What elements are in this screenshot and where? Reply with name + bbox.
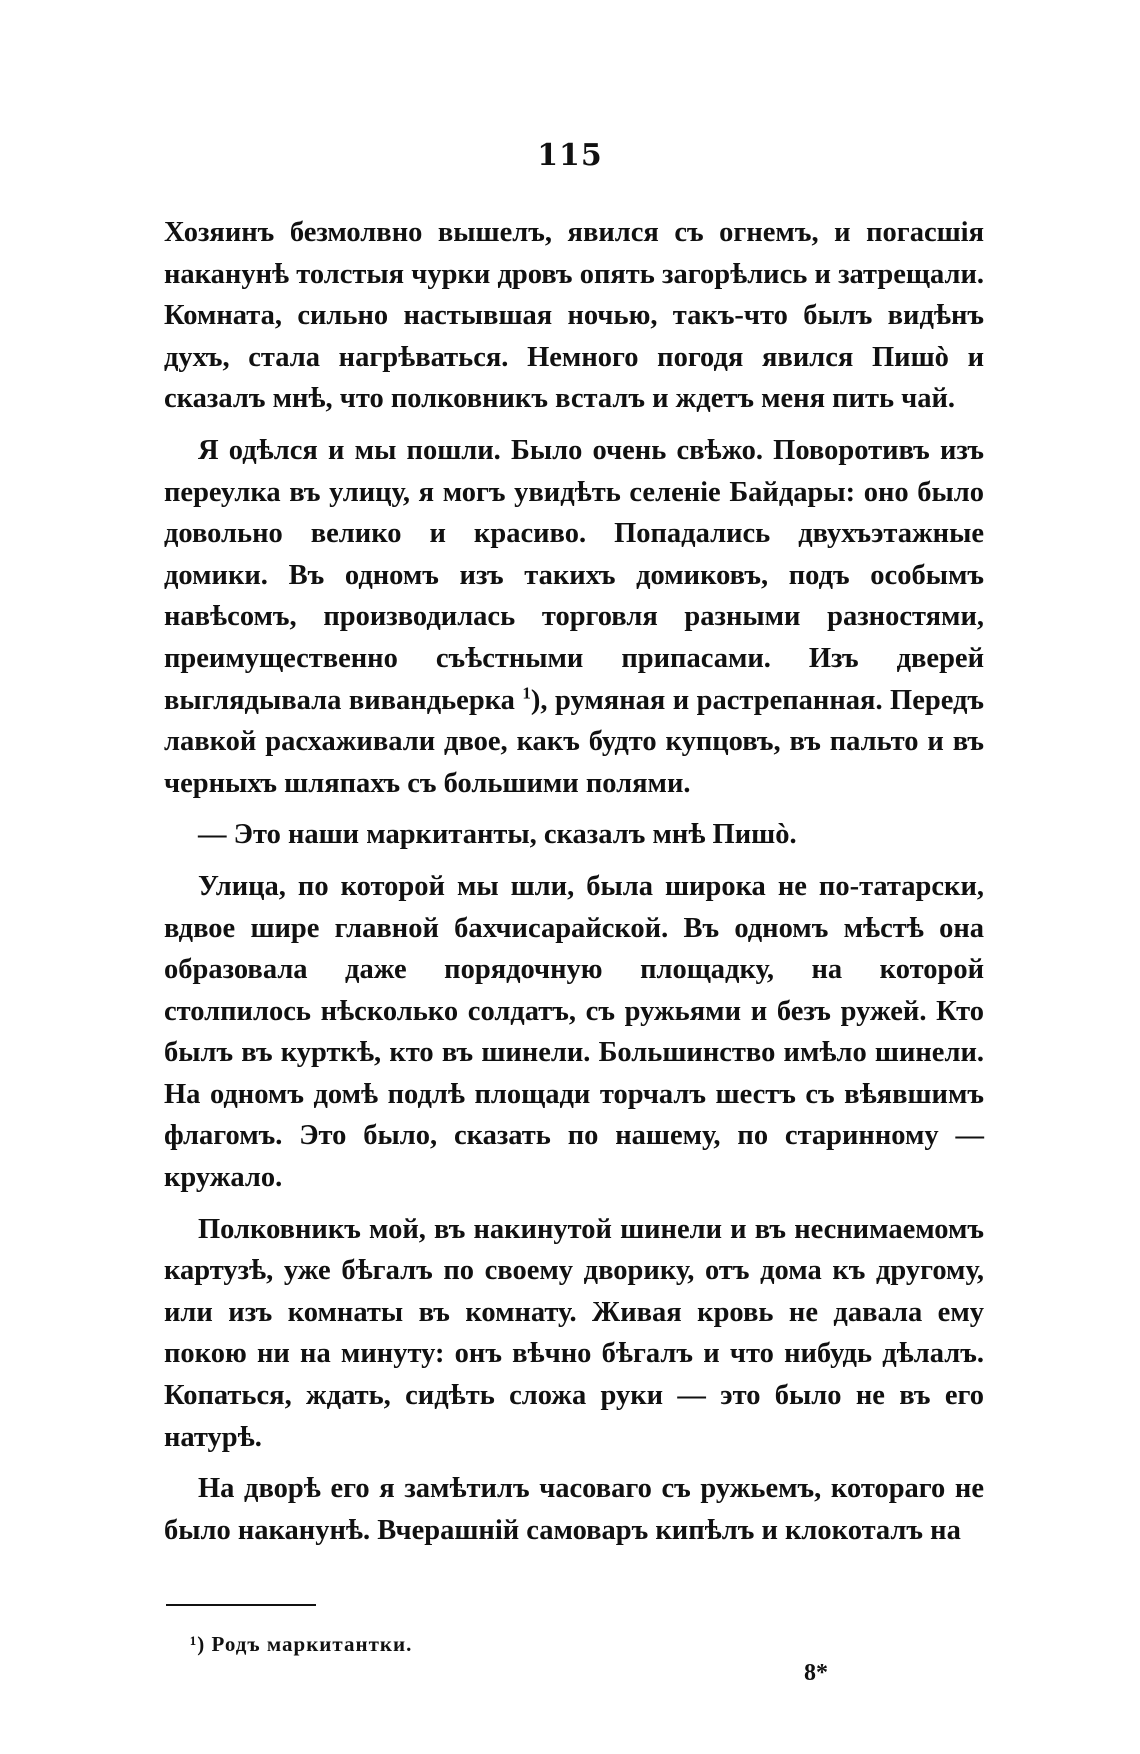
footnote: ¹) Родъ маркитантки. xyxy=(190,1632,413,1656)
paragraph-3: — Это наши маркитанты, сказалъ мнѣ Пишò. xyxy=(198,819,797,851)
paragraph-2-text: Я одѣлся и мы пошли. Было очень свѣжо. Поворотивъ изъ переулка въ улицу, я могъ увидѣть селеніе Байдары: оно было довольно велико и красиво. Попадались двухъэтажные домики. Въ одномъ изъ такихъ домиковъ, подъ особымъ навѣсомъ, производилась торговля разными разностями, преимущественно съѣстными припасами. Изъ дверей выглядывала вивандьерка xyxy=(164,434,984,716)
signature-mark: 8* xyxy=(804,1660,828,1686)
paragraph-6: На дворѣ его я замѣтилъ часоваго съ ружьемъ, котораго не было наканунѣ. Вчерашній самоваръ кипѣлъ и клокоталъ на xyxy=(164,1473,984,1546)
paragraph-2 xyxy=(164,430,984,804)
footnote-reference[interactable]: 1 xyxy=(522,683,531,703)
body-text xyxy=(164,212,984,1561)
paragraph-5: Полковникъ мой, въ накинутой шинели и въ неснимаемомъ картузѣ, уже бѣгалъ по своему дворику, отъ дома къ другому, или изъ комнаты въ комнату. Живая кровь не давала ему покою ни на минуту: онъ вѣчно бѣгалъ и что нибудь дѣлалъ. Копаться, ждать, сидѣть сложа руки — это было не въ его натурѣ. xyxy=(164,1213,984,1453)
paragraph-4: Улица, по которой мы шли, была широка не по-татарски, вдвое шире главной бахчисарайской. Въ одномъ мѣстѣ она образовала даже порядочную площадку, на которой столпилось нѣсколько солдатъ, съ ружьями и безъ ружей. Кто былъ въ курткѣ, кто въ шинели. Большинство имѣло шинели. На одномъ домѣ подлѣ площади торчалъ шестъ съ вѣявшимъ флагомъ. Это было, сказать по нашему, по старинному — кружало. xyxy=(164,870,984,1194)
footnote-divider xyxy=(166,1604,316,1606)
page-number: 115 xyxy=(537,138,603,173)
paragraph-2-continuation: ), румяная и растрепанная. Передъ лавкой расхаживали двое, какъ будто купцовъ, въ пальто и въ черныхъ шляпахъ съ большими полями. xyxy=(164,684,985,799)
paragraph-1: Хозяинъ безмолвно вышелъ, явился съ огнемъ, и погасшія наканунѣ толстыя чурки дровъ опять загорѣлись и затрещали. Комната, сильно настывшая ночью, такъ-что былъ видѣнъ духъ, стала нагрѣваться. Немного погодя явился Пишò и сказалъ мнѣ, что полковникъ всталъ и ждетъ меня пить чай. xyxy=(164,217,984,415)
